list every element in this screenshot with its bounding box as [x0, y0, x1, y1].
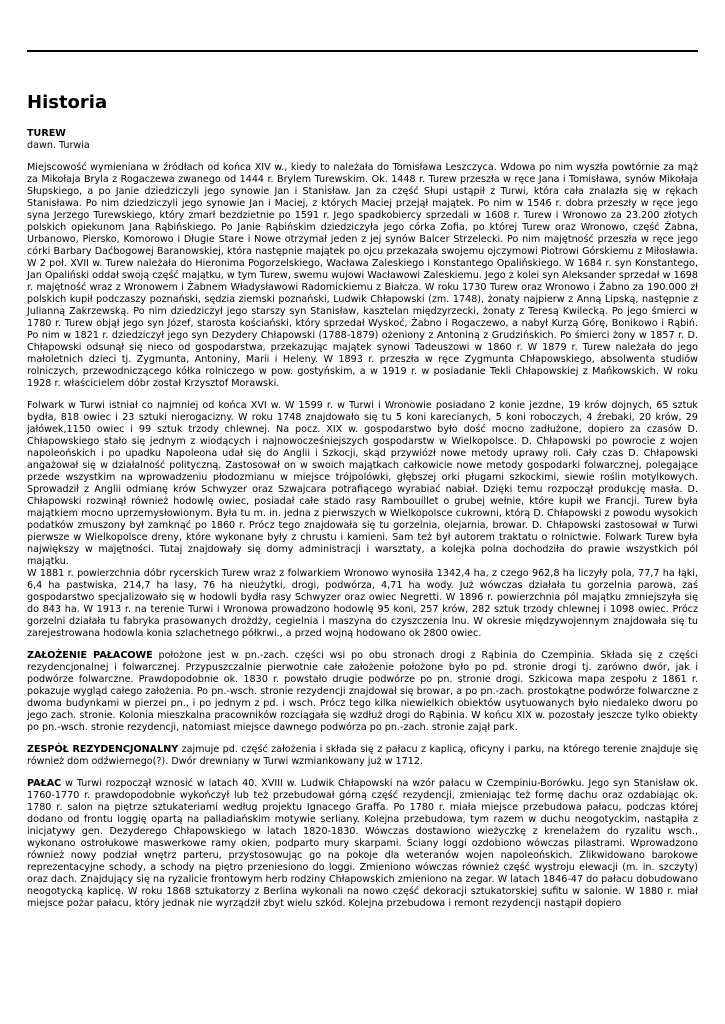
paragraph-text: zajmuje pd. część założenia i składa się z pałacu z kaplicą, oficyny i parku, na którego terenie znajduje się również dom odźwiernego(?). Dwór drewniany w Turwi wzmiankowany już w 1712.	[27, 744, 698, 767]
paragraph-lead: ZAŁOŻENIE PAŁACOWE	[27, 650, 153, 661]
paragraph-estate-area	[27, 568, 698, 640]
page-title: Historia	[27, 92, 108, 113]
former-name: dawn. Turwia	[27, 140, 90, 151]
top-horizontal-rule	[27, 50, 698, 52]
paragraph-palace-complex	[27, 650, 698, 734]
paragraph-palace	[27, 778, 698, 910]
paragraph-text: położone jest w pn.-zach. części wsi po obu stronach drogi z Rąbinia do Czempinia. Składa się z części rezydencjonalnej i folwarcznej. Przypuszczalnie pierwotnie całe założenie położone było po pd. stronie drogi tj. zarówno dwór, jak i podwórze folwarczne. Prawdopodobnie ok. 1830 r. powstało drugie podwórze po pn. stronie drogi. Szkicowa mapa zespołu z 1861 r. pokazuje wygląd całego założenia. Po pn.-wsch. stronie rezydencji znajdował się browar, a po pn.-zach. prostokątne podwórze folwarczne z dwoma budynkami w pierzei pn., i po jednym z pd. i wsch. Prócz tego kilka niewielkich obiektów usytuowanych było niedaleko dworu po jego zach. stronie. Kolonia mieszkalna pracowników rozciągała się wzdłuż drogi do Rąbinia. W końcu XIX w. pozostały jeszcze tylko obiekty po pn.-wsch. stronie rezydencji, natomiast miejsce dawnego podwórza po pn.-zach. stronie zajął park.	[27, 650, 698, 733]
paragraph-ownership-history	[27, 162, 698, 390]
paragraph-text: W 1881 r. powierzchnia dóbr rycerskich Turew wraz z folwarkiem Wronowo wynosiła 1342,4 ha, z czego 962,8 ha liczyły pola, 77,7 ha łąki, 6,4 ha pastwiska, 214,7 ha lasy, 76 ha nieużytki, drogi, podwórza, 4,71 ha wody. Już wówczas działała tu gorzelnia parowa, zaś gospodarstwo specjalizowało się w hodowli bydła rasy Schwyzer oraz owiec Negretti. W 1896 r. powierzchnia pól majątku zmniejszyła się do 843 ha. W 1913 r. na terenie Turwi i Wronowa prowadzono hodowlę 95 koni, 257 krów, 282 sztuk trzody chlewnej i 1098 owiec. Prócz gorzelni działała tu fabryka prasowanych drożdży, cegielnia i maszyna do czyszczenia lnu. W okresie międzywojennym znajdowała się tu zarejestrowana hodowla konia szlachetnego półkrwi., a przed wojną hodowano ok 2800 owiec.	[27, 568, 698, 639]
article	[27, 92, 698, 920]
paragraph-lead: ZESPÓŁ REZYDENCJONALNY	[27, 744, 179, 755]
paragraph-residential-complex	[27, 744, 698, 768]
paragraph-text: Miejscowość wymieniana w źródłach od końca XIV w., kiedy to należała do Tomisława Leszczyca. Wdowa po nim wyszła powtórnie za mąż za Mikołaja Bryla z Rogaczewa zwanego od 1444 r. Brylem Turewskim. Ok. 1448 r. Turew przeszła w ręce Jana i Tomisława, synów Mikołaja Słupskiego, a po Janie dziedziczyli jego synowie Jan i Stanisław. Jan za część Słupi ustąpił z Turwi, która cała znalazła się w rękach Stanisława. Po nim dziedziczyli jego synowie Jan i Maciej, z których Maciej przejął majątek. Po nim w 1546 r. dobra przeszły w ręce jego syna Jerzego Turewskiego, który zmarł bezdzietnie po 1591 r. Jego spadkobiercy sprzedali w 1608 r. Turew i Wronowo za 23.200 złotych polskich opiekunom Jana Rąbińskiego. Po Janie Rąbińskim dziedziczyła jego córka Zofia, po której Turew oraz Wronowo, część Żabna, Urbanowo, Piersko, Komorowo i Długie Stare i Nowe otrzymał jeden z jej synów Balcer Strzelecki. Po nim majętność przeszła w ręce jego córki Barbary Daćbogowej Baranowskiej, która następnie majątek po ojcu przekazała swojemu ojczymowi Piotrowi Górskiemu z Miłosławia. W 2 poł. XVII w. Turew należała do Hieronima Pogorzelskiego, Wacława Zaleskiego i Konstantego Opalińskiego. W 1684 r. syn Konstantego, Jan Opaliński oddał swoją część majątku, w tym Turew, swemu wujowi Wacławowi Zaleskiemu. Jego z kolei syn Aleksander sprzedał w 1698 r. majętność wraz z Wronowem i Żabnem Władysławowi Radomickiemu z Białcza. W roku 1730 Turew oraz Wronowo i Żabno za 190.000 zł polskich kupił podczaszy poznański, sędzia ziemski poznański, Ludwik Chłapowski (zm. 1748), żonaty najpierw z Anną Lipską, następnie z Julianną Zakrzewską. Po nim dziedziczył jego starszy syn Stanisław, kasztelan międzyrzecki, żonaty z Teresą Kwilecką. Po jego śmierci w 1780 r. Turew objął jego syn Józef, starosta kościański, który sprzedał Wyskoć, Żabno i Rogaczewo, a nabył Kurzą Górę, Bonikowo i Rąbiń. Po nim w 1821 r. dziedziczył jego syn Dezydery Chłapowski (1788-1879) ożeniony z Antoniną z Grudzińskich. Po śmierci żony w 1857 r. D. Chłapowski odsunął się nieco od gospodarstwa, przekazując majątek synowi Tadeuszowi w 1860 r. W 1879 r. Turew należała do jego małoletnich dzieci tj. Zygmunta, Antoniny, Marii i Heleny. W 1893 r. przeszła w ręce Zygmunta Chłapowskiego, absolwenta studiów rolniczych, przewodniczącego kółka rolniczego w pow. gostyńskim, a w 1919 r. w posiadanie Tekli Chłapowskiej z Mańkowskich. W roku 1928 r. właścicielem dóbr został Krzysztof Morawski.	[27, 162, 698, 389]
paragraph-folwark	[27, 400, 698, 568]
paragraph-lead: PAŁAC	[27, 778, 62, 789]
paragraph-text: Folwark w Turwi istniał co najmniej od końca XVI w. W 1599 r. w Turwi i Wronowie posiadano 2 konie jezdne, 19 krów dojnych, 65 sztuk bydła, 818 owiec i 23 sztuki nierogacizny. W roku 1748 znajdowało się tu 5 koni karecianych, 5 koni roboczych, 4 źrebaki, 20 krów, 29 jałówek,1150 owiec i 99 sztuk trzody chlewnej. Na pocz. XIX w. gospodarstwo było dość mocno zadłużone, dopiero za czasów D. Chłapowskiego stało się jednym z wiodących i najnowocześniejszych gospodarstw w Wielkopolsce. D. Chłapowski po powrocie z wojen napoleońskich i po upadku Napoleona udał się do Anglii i Szkocji, skąd przywiózł nowe metody uprawy roli. Cały czas D. Chłapowski angażował się w działalność polityczną. Zastosował on w swoich majątkach całkowicie nowe metody gospodarki folwarcznej, polegające przede wszystkim na wprowadzeniu płodozmianu w miejsce trójpolówki, głębszej orki pługami szkockimi, siewie roślin motylkowych. Sprowadził z Anglii odmianę krów Schwyzer oraz Szwajcara potrafiącego wyrabiać nabiał. Dzięki temu rozpoczął produkcję masła. D. Chłapowski rozwinął również hodowlę owiec, posiadał całe stado rasy Rambouillet o grubej wełnie, które kupił we Francji. Turew była majątkiem mocno uprzemysłowionym. Była tu m. in. jedna z pierwszych w Wielkopolsce cukrowni, którą D. Chłapowski z powodu wysokich podatków zmuszony był zamknąć po 1860 r. Prócz tego znajdowała się tu gorzelnia, olejarnia, browar. D. Chłapowski zastosował w Turwi pierwsze w Wielkopolsce dreny, które wykonane były z chrustu i kamieni. Sam też był autorem traktatu o rolnictwie. Folwark Turew była największy w majętności. Tutaj znajdowały się domy administracji i warsztaty, a kolejka polna dochodziła do prawie wszystkich pól majątku.	[27, 400, 698, 567]
paragraph-text: w Turwi rozpoczął wznosić w latach 40. XVIII w. Ludwik Chłapowski na wzór pałacu w Czempiniu-Borówku. Jego syn Stanisław ok. 1760-1770 r. prawdopodobnie wykończył lub też przebudował górną część rezydencji, zmieniając też formę dachu oraz ozdabiając ok. 1780 r. salon na piętrze sztukateriami według projektu Ignacego Graffa. Po 1780 r. miała miejsce przebudowa pałacu, podczas której dodano od frontu loggię opartą na palladiańskim motywie serliany. Kolejna przebudowa, tym razem w duchu neogotyckim, nastąpiła z inicjatywy gen. Dezyderego Chłapowskiego w latach 1820-1830. Wówczas dostawiono wieżyczkę z krenelażem do ryzalitu wsch., wykonano ostrołukowe maswerkowe ramy okien, podparto mury skarpami. Ściany loggi ozdobiono wówczas pilastrami. Wprowadzono również nowy podział wnętrz parteru, przystosowując go na pokoje dla weteranów wojen napoleońskich. Zlikwidowano barokowe reprezentacyjne schody, a schody na piętro przeniesiono do loggi. Zmieniono wówczas również część wystroju elewacji (m. in. szczyty) oraz dach. Znajdujący się na ryzalicie frontowym herb rodziny Chłapowskich zmieniono na zegar. W latach 1846-47 do pałacu dobudowano neogotycką kaplicę. W roku 1868 sztukatorzy z Berlina wykonali na nowo część dekoracji sztukatorskiej sufitu w salonie. W 1880 r. miał miejsce pożar pałacu, który jednak nie wyrządził zbyt wielu szkód. Kolejna przebudowa i remont rezydencji nastąpił dopiero	[27, 778, 698, 909]
place-name: TUREW	[27, 128, 66, 139]
